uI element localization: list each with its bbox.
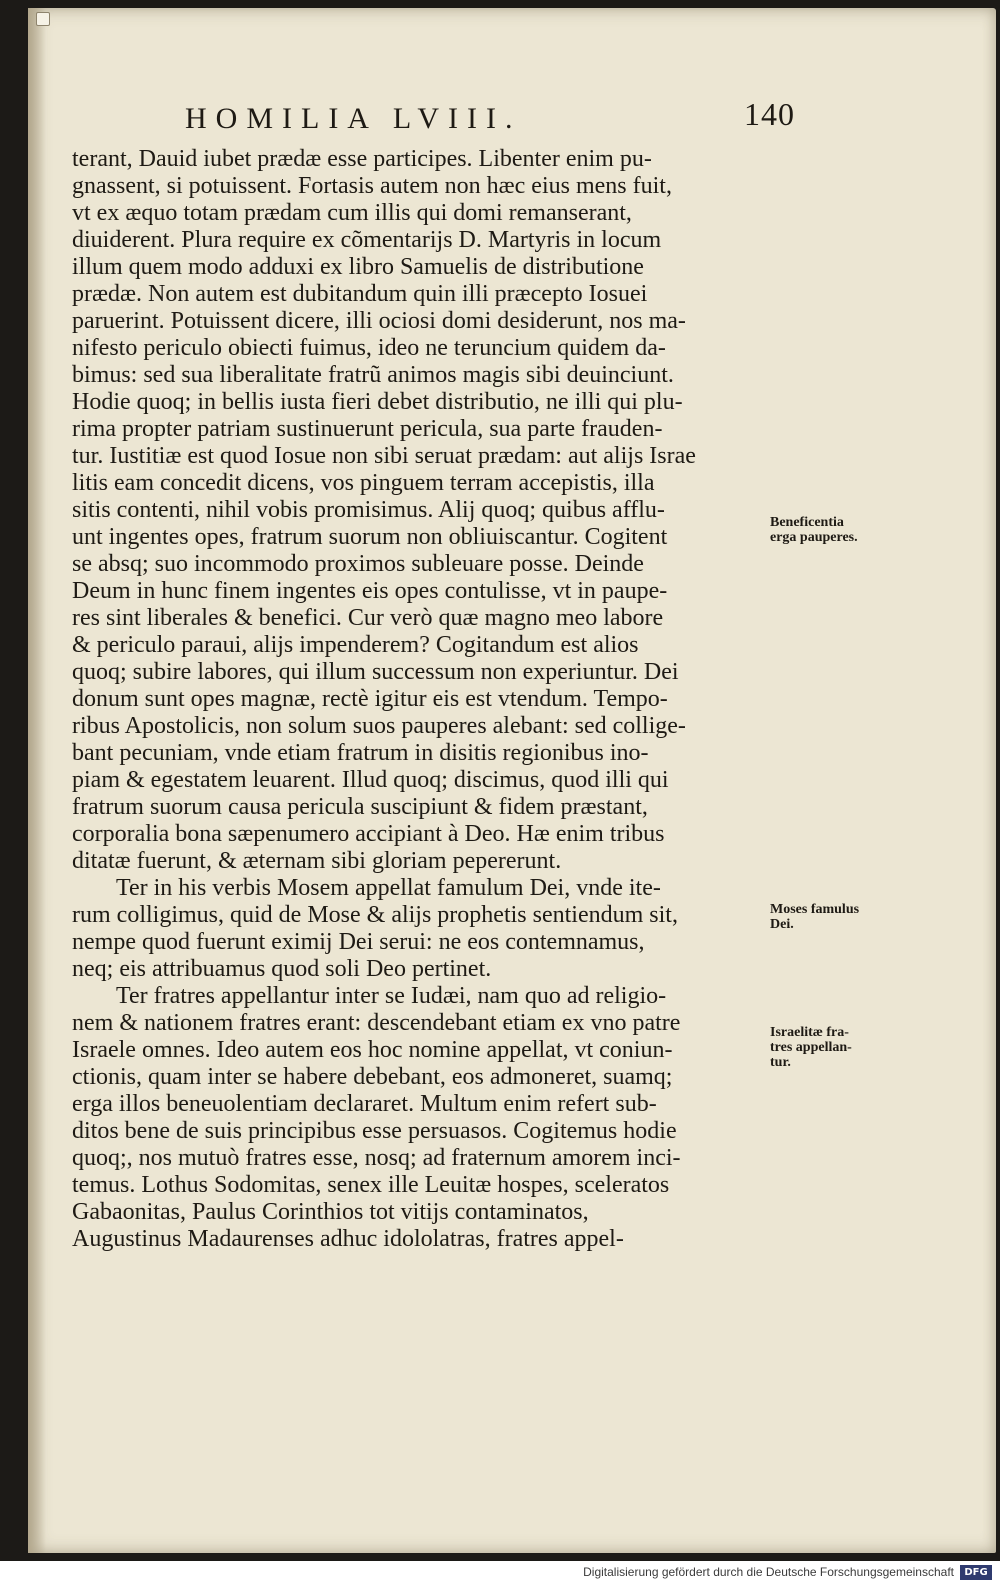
marginal-line: Moses famulus: [770, 902, 860, 917]
text-line: Gabaonitas, Paulus Corinthios tot vitijs contaminatos,: [72, 1199, 589, 1225]
text-line: nempe quod fuerunt eximij Dei serui: ne eos contemnamus,: [72, 929, 645, 955]
text-line: ribus Apostolicis, non solum suos pauperes alebant: sed collige-: [72, 713, 686, 739]
text-line: rima propter patriam sustinuerunt pericula, sua parte frauden-: [72, 416, 663, 442]
text-line: Deum in hunc finem ingentes eis opes contulisse, vt in paupe-: [72, 578, 668, 604]
text-line: sitis contenti, nihil vobis promisimus. Alij quoq; quibus afflu-: [72, 497, 665, 523]
text-line: nem & nationem fratres erant: descendebant etiam ex vno patre: [72, 1010, 681, 1036]
text-line: ctionis, quam inter se habere debebant, eos admoneret, suamq;: [72, 1064, 673, 1090]
page-gutter-shadow: [28, 8, 46, 1553]
marginal-note-moses: [770, 902, 902, 932]
text-line: Ter in his verbis Mosem appellat famulum Dei, vnde ite-: [116, 875, 661, 901]
dfg-logo: DFG: [960, 1565, 992, 1580]
text-line: diuiderent. Plura require ex cõmentarijs D. Martyris in locum: [72, 227, 662, 253]
marginal-line: tres appellan-: [770, 1040, 852, 1055]
marginal-note-israelitae: [770, 1025, 902, 1070]
text-line: paruerint. Potuissent dicere, illi ociosi domi desiderunt, nos ma-: [72, 308, 686, 334]
text-line: bimus: sed sua liberalitate fratrũ animos magis sibi deuinciunt.: [72, 362, 674, 388]
marginal-note-beneficentia: [770, 515, 902, 545]
pin-mark-icon: [36, 12, 50, 26]
text-line: corporalia bona sæpenumero accipiant à Deo. Hæ enim tribus: [72, 821, 665, 847]
text-line: Israele omnes. Ideo autem eos hoc nomine appellat, vt coniun-: [72, 1037, 673, 1063]
text-line: erga illos beneuolentiam declararet. Multum enim refert sub-: [72, 1091, 657, 1117]
text-line: unt ingentes opes, fratrum suorum non obliuiscantur. Cogitent: [72, 524, 668, 550]
text-line: quoq;, nos mutuò fratres esse, nosq; ad fraternum amorem inci-: [72, 1145, 681, 1171]
text-line: tur. Iustitiæ est quod Iosue non sibi seruat prædam: aut alijs Israe: [72, 443, 696, 469]
text-line: donum sunt opes magnæ, rectè igitur eis est vtendum. Tempo-: [72, 686, 668, 712]
text-line: terant, Dauid iubet prædæ esse participes. Libenter enim pu-: [72, 146, 652, 172]
marginal-line: tur.: [770, 1055, 791, 1070]
text-line: illum quem modo adduxi ex libro Samuelis de distributione: [72, 254, 644, 280]
text-line: vt ex æquo totam prædam cum illis qui domi remanserant,: [72, 200, 632, 226]
text-line: ditos bene de suis principibus esse persuasos. Cogitemus hodie: [72, 1118, 677, 1144]
footer-bar: [0, 1561, 1000, 1585]
marginal-line: Dei.: [770, 917, 794, 932]
text-line: temus. Lothus Sodomitas, senex ille Leuitæ hospes, sceleratos: [72, 1172, 670, 1198]
text-line: piam & egestatem leuarent. Illud quoq; discimus, quod illi qui: [72, 767, 669, 793]
text-line: ditatæ fuerunt, & æternam sibi gloriam pepererunt.: [72, 848, 562, 874]
text-line: nifesto periculo obiecti fuimus, ideo ne teruncium quidem da-: [72, 335, 666, 361]
marginal-line: Israelitæ fra-: [770, 1025, 849, 1040]
funding-credit: Digitalisierung gefördert durch die Deutsche Forschungsgemeinschaft: [583, 1565, 954, 1579]
text-line: fratrum suorum causa pericula suscipiunt & fidem præstant,: [72, 794, 648, 820]
text-line: se absq; suo incommodo proximos subleuare posse. Deinde: [72, 551, 644, 577]
text-line: rum colligimus, quid de Mose & alijs prophetis sentiendum sit,: [72, 902, 678, 928]
text-line: litis eam concedit dicens, vos pinguem terram accepistis, illa: [72, 470, 655, 496]
folio-number: 140: [744, 96, 795, 132]
text-line: gnassent, si potuissent. Fortasis autem non hæc eius mens fuit,: [72, 173, 672, 199]
text-line: res sint liberales & benefici. Cur verò quæ magno meo labore: [72, 605, 664, 631]
text-line: bant pecuniam, vnde etiam fratrum in disitis regionibus ino-: [72, 740, 649, 766]
body-text: [72, 146, 762, 1253]
text-line: Hodie quoq; in bellis iusta fieri debet distributio, ne illi qui plu-: [72, 389, 683, 415]
text-line: neq; eis attribuamus quod soli Deo pertinet.: [72, 956, 492, 982]
text-line: Augustinus Madaurenses adhuc idololatras, fratres appel-: [72, 1226, 624, 1252]
page-header: [185, 96, 795, 142]
marginal-line: Beneficentia: [770, 515, 844, 530]
text-line: Ter fratres appellantur inter se Iudæi, nam quo ad religio-: [116, 983, 667, 1009]
text-line: prædæ. Non autem est dubitandum quin illi præcepto Iosuei: [72, 281, 648, 307]
text-line: quoq; subire labores, qui illum successum non experiuntur. Dei: [72, 659, 679, 685]
text-line: & periculo paraui, alijs impenderem? Cogitandum est alios: [72, 632, 639, 658]
marginal-line: erga pauperes.: [770, 530, 858, 545]
running-title: HOMILIA LVIII.: [185, 102, 522, 135]
